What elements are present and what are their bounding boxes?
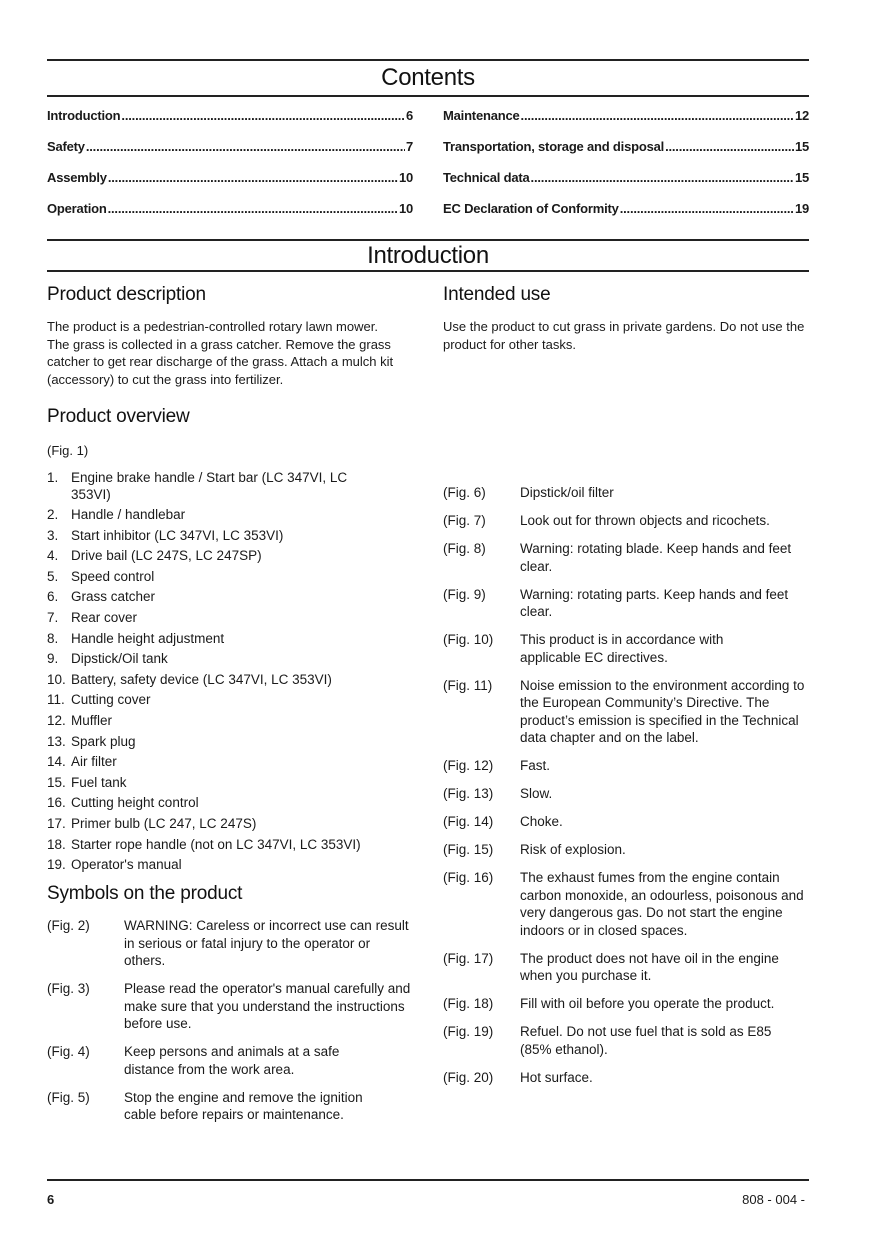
toc-entry-technical-data[interactable]: Technical data ..... 15 <box>443 170 809 201</box>
toc-entry-safety[interactable]: Safety ..... 7 <box>47 139 413 170</box>
footer-rule <box>47 1179 809 1181</box>
list-item: (Fig. 7) Look out for thrown objects and ricochets. <box>443 513 770 528</box>
toc-entry-operation[interactable]: Operation ..... 10 <box>47 201 413 232</box>
contents-title: Contents <box>381 64 475 91</box>
right-column <box>443 284 809 1085</box>
list-item: 11. Cutting cover <box>47 692 151 708</box>
list-item: 10. Battery, safety device (LC 347VI, LC 353VI) <box>47 671 332 687</box>
contents-bottom-rule <box>47 95 809 97</box>
introduction-top-rule <box>47 239 809 241</box>
list-item: (Fig. 13) Slow. <box>443 786 553 801</box>
list-item: (Fig. 9) Warning: rotating parts. Keep hands and feet clear. <box>443 586 789 619</box>
list-item: (Fig. 10) This product is in accordance with applicable EC directives. <box>443 632 724 665</box>
toc-right-column <box>443 108 809 232</box>
list-item: (Fig. 12) Fast. <box>443 758 551 773</box>
toc-entry-ec-declaration[interactable]: EC Declaration of Conformity ..... 19 <box>443 201 809 232</box>
intended-use-text: Use the product to cut grass in private gardens. Do not use the product for other tasks. <box>443 319 805 352</box>
list-item: 2. Handle / handlebar <box>47 507 186 523</box>
left-column <box>47 284 413 1134</box>
product-description-heading: Product description <box>47 284 206 305</box>
list-item: 4. Drive bail (LC 247S, LC 247SP) <box>47 548 262 564</box>
list-item: (Fig. 3) Please read the operator's manual carefully and make sure that you understand the instructions before use. <box>47 981 411 1032</box>
list-item: 12. Muffler <box>47 713 113 729</box>
list-item: (Fig. 4) Keep persons and animals at a safe distance from the work area. <box>47 1044 340 1077</box>
list-item: 5. Speed control <box>47 568 155 584</box>
list-item: (Fig. 2) WARNING: Careless or incorrect use can result in serious or fatal injury to the operator or others. <box>47 918 409 969</box>
list-item: (Fig. 11) Noise emission to the environment according to the European Community’s Directive. The product’s emission is specified in the Technical data chapter and on the label. <box>443 677 805 745</box>
list-item: (Fig. 6) Dipstick/oil filter <box>443 485 614 500</box>
page-number: 6 <box>47 1192 55 1207</box>
list-item: 9. Dipstick/Oil tank <box>47 651 168 667</box>
list-item: (Fig. 14) Choke. <box>443 814 563 829</box>
list-item: 17. Primer bulb (LC 247, LC 247S) <box>47 816 257 831</box>
list-item: (Fig. 15) Risk of explosion. <box>443 842 626 857</box>
list-item: 15. Fuel tank <box>47 774 127 790</box>
list-item: (Fig. 16) The exhaust fumes from the engine contain carbon monoxide, an odourless, poisonous and very dangerous gas. Do not start the engine indoors or in closed spaces. <box>443 870 804 938</box>
symbols-right-list <box>443 484 809 1097</box>
list-item: 13. Spark plug <box>47 733 136 749</box>
list-item: 3. Start inhibitor (LC 347VI, LC 353VI) <box>47 527 284 543</box>
product-overview-fig-ref: (Fig. 1) <box>47 443 89 458</box>
symbols-left-list <box>47 917 413 1124</box>
product-overview-list <box>47 469 413 874</box>
product-overview-heading: Product overview <box>47 406 190 427</box>
toc-entry-introduction[interactable]: Introduction ..... 6 <box>47 108 413 139</box>
intended-use-heading: Intended use <box>443 284 551 305</box>
list-item: 19. Operator's manual <box>47 857 182 873</box>
list-item: 8. Handle height adjustment <box>47 630 225 646</box>
list-item: (Fig. 20) Hot surface. <box>443 1069 593 1085</box>
toc-entry-maintenance[interactable]: Maintenance ..... 12 <box>443 108 809 139</box>
list-item: 18. Starter rope handle (not on LC 347VI, LC 353VI) <box>47 836 361 852</box>
list-item: 7. Rear cover <box>47 610 138 626</box>
toc-entry-assembly[interactable]: Assembly ..... 10 <box>47 170 413 201</box>
list-item: (Fig. 8) Warning: rotating blade. Keep hands and feet clear. <box>443 541 792 574</box>
symbols-heading: Symbols on the product <box>47 883 243 905</box>
list-item: 1. Engine brake handle / Start bar (LC 347VI, LC 353VI) <box>47 469 348 502</box>
toc-left-column <box>47 108 413 232</box>
toc-entry-transportation[interactable]: Transportation, storage and disposal ..... 15 <box>443 139 809 170</box>
product-description-text: The product is a pedestrian-controlled rotary lawn mower. The grass is collected in a grass catcher. Remove the grass catcher to get rear discharge of the grass. Attach a mulch kit (accessory) to cut the grass into fertilizer. <box>47 319 394 387</box>
list-item: 6. Grass catcher <box>47 589 156 605</box>
list-item: (Fig. 19) Refuel. Do not use fuel that is sold as E85 (85% ethanol). <box>443 1024 772 1057</box>
list-item: (Fig. 17) The product does not have oil in the engine when you purchase it. <box>443 950 779 983</box>
doc-code: 808 - 004 - <box>742 1192 805 1207</box>
list-item: (Fig. 18) Fill with oil before you operate the product. <box>443 996 775 1011</box>
introduction-bottom-rule <box>47 270 809 272</box>
contents-top-rule <box>47 59 809 61</box>
list-item: (Fig. 5) Stop the engine and remove the ignition cable before repairs or maintenance. <box>47 1089 363 1123</box>
list-item: 16. Cutting height control <box>47 795 199 811</box>
list-item: 14. Air filter <box>47 754 117 770</box>
introduction-title: Introduction <box>367 242 489 269</box>
